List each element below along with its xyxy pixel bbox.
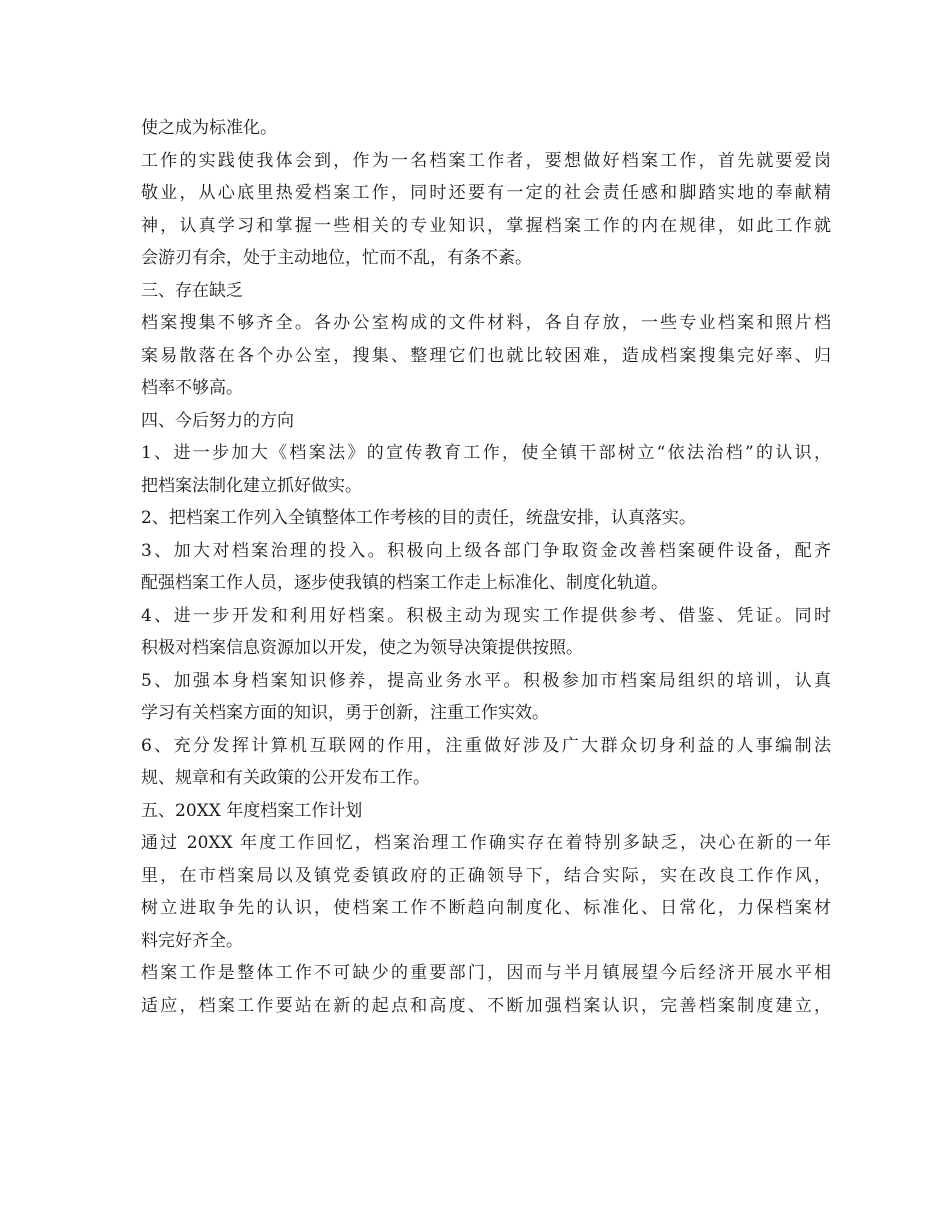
text-line: 积极对档案信息资源加以开发，使之为领导决策提供按照。 (141, 638, 583, 658)
text-line: 会游刃有余，处于主动地位，忙而不乱，有条不紊。 (141, 248, 532, 268)
section-heading: 三、存在缺乏 (141, 280, 243, 301)
text-line: 使之成为标准化。 (141, 118, 277, 138)
text-line: 档率不够高。 (141, 378, 243, 398)
text-line: 案易散落在各个办公室，搜集、整理它们也就比较困难，造成档案搜集完好率、归 (141, 345, 831, 366)
section-heading: 四、今后努力的方向 (141, 410, 294, 431)
text-line: 1、进一步加大《档案法》的宣传教育工作，使全镇干部树立“依法治档”的认识， (141, 443, 831, 463)
text-line: 6、充分发挥计算机互联网的作用，注重做好涉及广大群众切身利益的人事编制法 (141, 735, 831, 756)
text-line: 5、加强本身档案知识修养，提高业务水平。积极参加市档案局组织的培训，认真 (141, 670, 831, 691)
text-line: 树立进取争先的认识，使档案工作不断趋向制度化、标准化、日常化，力保档案材 (141, 898, 831, 918)
section-heading: 五、20XX 年度档案工作计划 (141, 800, 363, 821)
text-line: 学习有关档案方面的知识，勇于创新，注重工作实效。 (141, 703, 549, 723)
text-line: 3、加大对档案治理的投入。积极向上级各部门争取资金改善档案硬件设备，配齐 (141, 540, 831, 561)
text-line: 配强档案工作人员，逐步使我镇的档案工作走上标准化、制度化轨道。 (141, 573, 668, 593)
text-line: 把档案法制化建立抓好做实。 (141, 475, 362, 496)
text-line: 档案工作是整体工作不可缺少的重要部门，因而与半月镇展望今后经济开展水平相 (141, 963, 831, 983)
text-line: 2、把档案工作列入全镇整体工作考核的目的责任，统盘安排，认真落实。 (141, 508, 696, 528)
text-line: 4、进一步开发和利用好档案。积极主动为现实工作提供参考、借鉴、凭证。同时 (141, 605, 831, 626)
text-line: 神，认真学习和掌握一些相关的专业知识，掌握档案工作的内在规律，如此工作就 (141, 215, 831, 236)
text-line: 料完好齐全。 (141, 930, 243, 951)
text-line: 敬业，从心底里热爱档案工作，同时还要有一定的社会责任感和脚踏实地的奉献精 (141, 183, 831, 203)
text-line: 里，在市档案局以及镇党委镇政府的正确领导下，结合实际，实在改良工作作风， (141, 865, 831, 886)
text-line: 适应，档案工作要站在新的起点和高度、不断加强档案认识，完善档案制度建立， (141, 995, 831, 1016)
document-body (141, 112, 831, 1022)
text-line: 通过 20XX 年度工作回忆，档案治理工作确实存在着特别多缺乏，决心在新的一年 (141, 833, 831, 853)
text-line: 工作的实践使我体会到，作为一名档案工作者，要想做好档案工作，首先就要爱岗 (141, 150, 831, 171)
text-line: 规、规章和有关政策的公开发布工作。 (141, 768, 430, 788)
text-line: 档案搜集不够齐全。各办公室构成的文件材料，各自存放，一些专业档案和照片档 (141, 313, 831, 333)
